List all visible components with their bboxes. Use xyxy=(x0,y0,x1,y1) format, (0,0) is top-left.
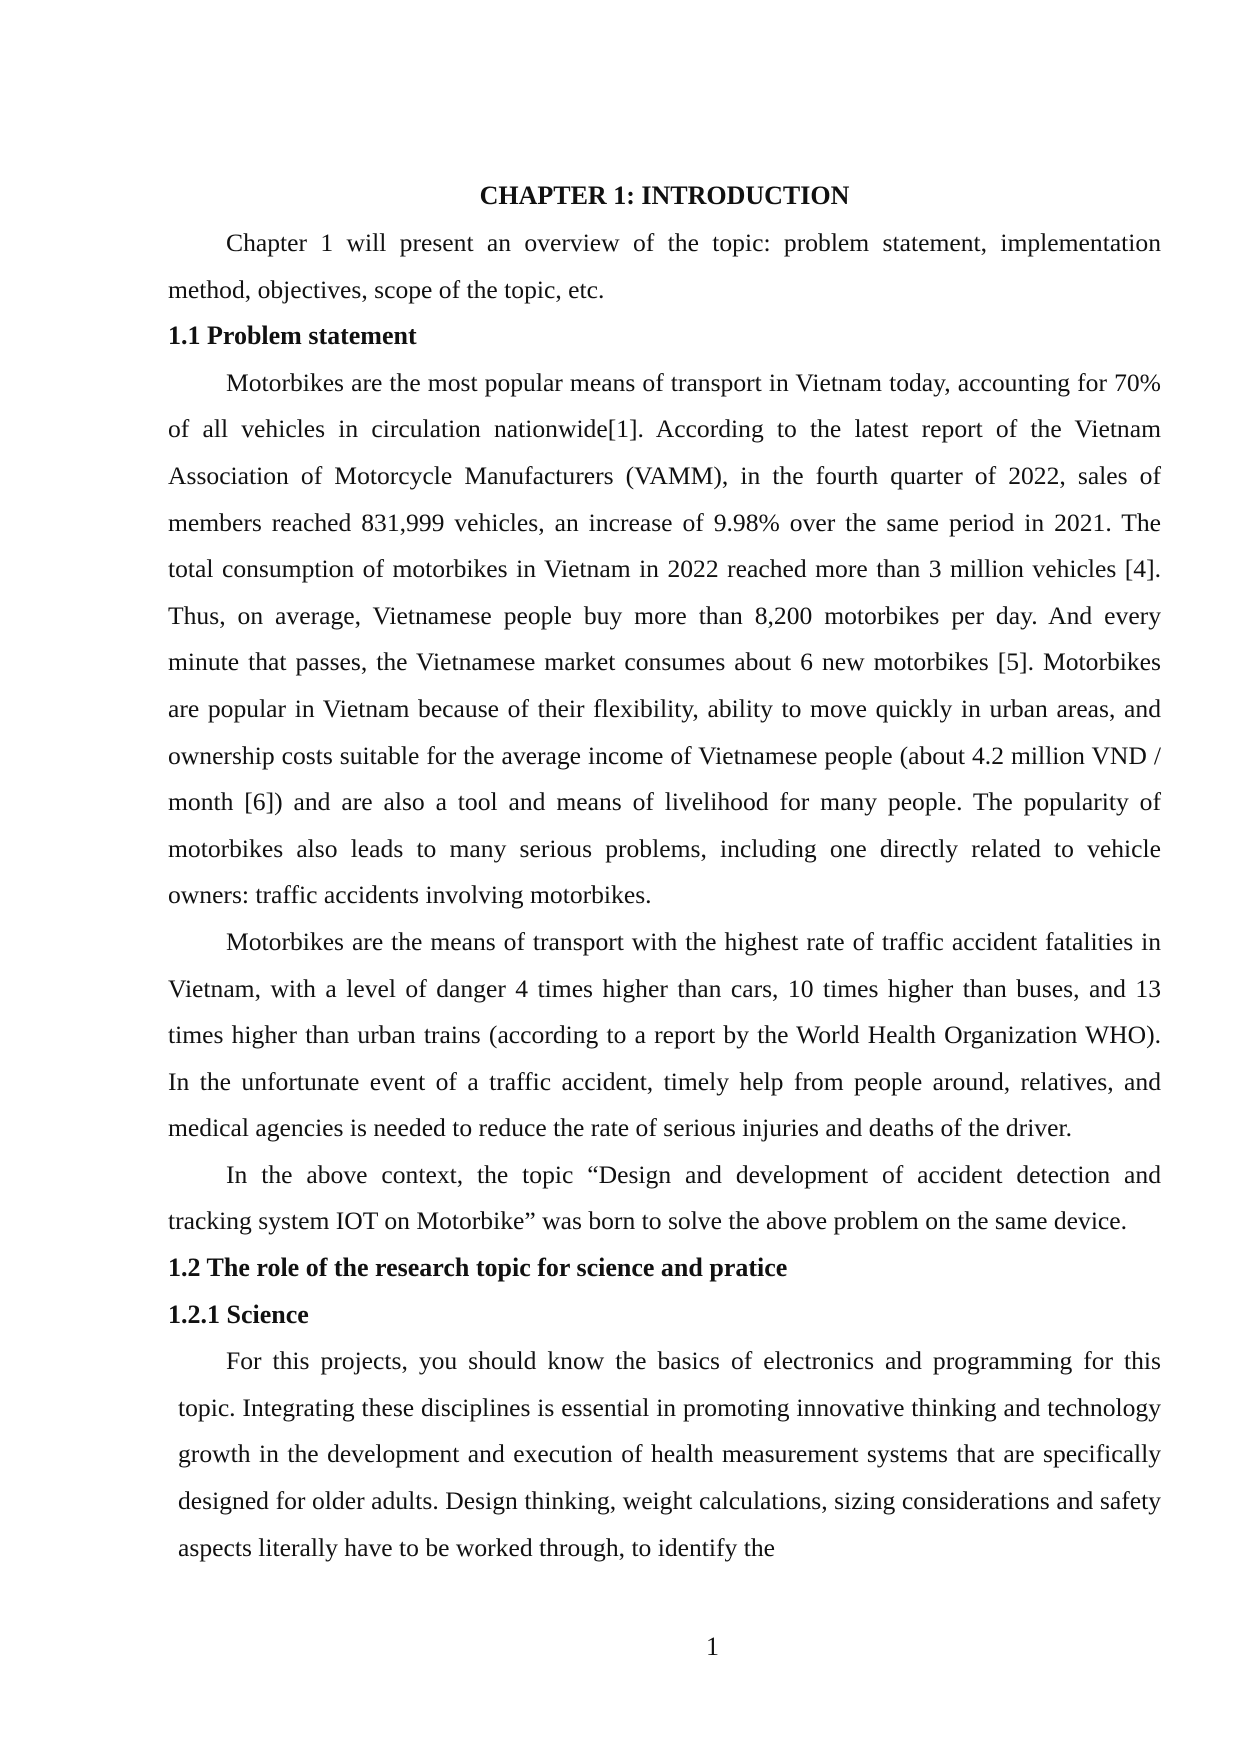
paragraph-motorbike-popularity: Motorbikes are the most popular means of transport in Vietnam today, accounting for 70% of all vehicles in circulation nationwide[1]. According to the latest report of the Vietnam Association of Motorcycle Manufacturers (VAMM), in the fourth quarter of 2022, sales of members reached 831,999 vehicles, an increase of 9.98% over the same period in 2021. The total consumption of motorbikes in Vietnam in 2022 reached more than 3 million vehicles [4]. Thus, on average, Vietnamese people buy more than 8,200 motorbikes per day. And every minute that passes, the Vietnamese market consumes about 6 new motorbikes [5]. Motorbikes are popular in Vietnam because of their flexibility, ability to move quickly in urban areas, and ownership costs suitable for the average income of Vietnamese people (about 4.2 million VND / month [6]) and are also a tool and means of livelihood for many people. The popularity of motorbikes also leads to many serious problems, including one directly related to vehicle owners: traffic accidents involving motorbikes. xyxy=(168,367,1161,910)
chapter-title: CHAPTER 1: INTRODUCTION xyxy=(479,181,850,210)
paragraph-topic-context: In the above context, the topic “Design and development of accident detection and tracking system IOT on Motorbike” was born to solve the above problem on the same device. xyxy=(168,1159,1161,1236)
document-page xyxy=(168,162,1161,1571)
paragraph-accident-fatalities: Motorbikes are the means of transport with the highest rate of traffic accident fatalities in Vietnam, with a level of danger 4 times higher than cars, 10 times higher than buses, and 13 times higher than urban trains (according to a report by the World Health Organization WHO). In the unfortunate event of a traffic accident, timely help from people around, relatives, and medical agencies is needed to reduce the rate of serious injuries and deaths of the driver. xyxy=(168,926,1161,1143)
intro-paragraph: Chapter 1 will present an overview of the topic: problem statement, implementation method, objectives, scope of the topic, etc. xyxy=(168,228,1161,304)
section-heading-research-role: 1.2 The role of the research topic for science and pratice xyxy=(168,1253,788,1283)
section-heading-problem-statement: 1.1 Problem statement xyxy=(168,321,417,351)
subsection-heading-science: 1.2.1 Science xyxy=(168,1299,309,1329)
page-number: 1 xyxy=(706,1632,719,1661)
paragraph-science: For this projects, you should know the basics of electronics and programming for this topic. Integrating these disciplines is essential in promoting innovative thinking and technology growth in the development and execution of health measurement systems that are specifically designed for older adults. Design thinking, weight calculations, sizing considerations and safety aspects literally have to be worked through, to identify the xyxy=(178,1346,1161,1562)
